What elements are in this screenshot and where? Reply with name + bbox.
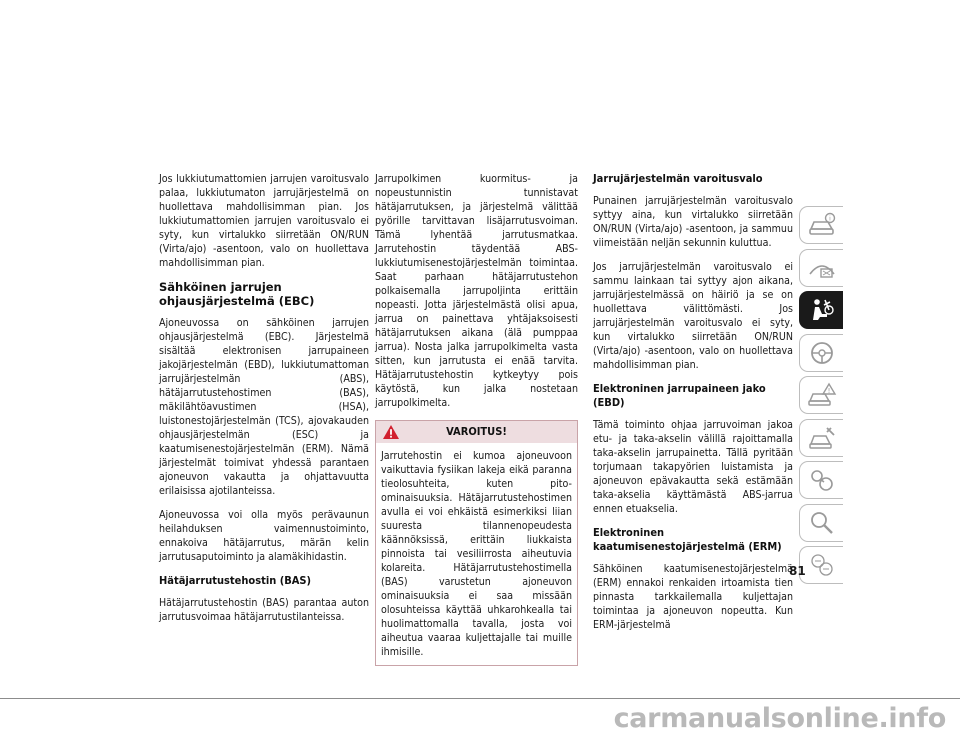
paragraph: Punainen jarrujärjestelmän varoitusvalo syttyy aina, kun virtalukko siirretään ON/RUN (Virta/ajo) -asentoon, ja sammuu viimeistään neljän sekunnin kuluttua. bbox=[593, 195, 793, 249]
search-index-icon bbox=[807, 509, 837, 537]
section-heading-ebc: Sähköinen jarrujen ohjausjärjestelmä (EBC) bbox=[159, 280, 315, 308]
tab-safety[interactable] bbox=[799, 291, 843, 329]
paragraph: Tämä toiminto ohjaa jarruvoiman jakoa etu- ja taka-akselin välillä rajoittamalla taka-akselin jarrupainetta. Tällä pyritään torjumaan takapyörien luistamista ja ajoneuvon epävakautta sekä estämään taka-akselia käyttämästä ABS-jarrua ennen etuakselia. bbox=[593, 419, 793, 515]
page-number: 81 bbox=[789, 564, 806, 578]
chapter-tabs bbox=[799, 206, 843, 589]
section-heading-brake-warning: Jarrujärjestelmän varoitusvalo bbox=[593, 172, 763, 185]
dashboard-key-icon bbox=[807, 254, 837, 282]
text-column-middle bbox=[375, 172, 578, 666]
maintenance-wrench-icon bbox=[807, 466, 837, 494]
footer-divider bbox=[0, 698, 960, 699]
section-heading-erm: Elektroninen kaatumisenestojärjestelmä (ERM) bbox=[593, 526, 782, 553]
section-heading-bas: Hätäjarrutustehostin (BAS) bbox=[159, 574, 312, 587]
text-column-right bbox=[593, 172, 793, 642]
paragraph: Ajoneuvossa on sähköinen jarrujen ohjausjärjestelmä (EBC). Järjestelmä sisältää elektronisen jarrupaineen jakojärjestelmän (EBD), lukkiutumattoman jarrujärjestelmän (ABS), hätäjarrutustehostimen (BAS), mäkilähtöavustimen (HSA), luistonestojärjestelmän (TCS), ajovakauden ohjausjärjestelmän (ESC) ja kaatumisenestojärjestelmän (ERM). Nämä järjestelmät toimivat yhdessä parantaen ajoneuvon vakautta ja ohjattavuutta erilaisissa ajotilanteissa. bbox=[159, 317, 369, 497]
warning-triangle-icon bbox=[382, 424, 400, 440]
tab-index[interactable] bbox=[799, 504, 843, 542]
tab-service[interactable] bbox=[799, 419, 843, 457]
paragraph: Hätäjarrutustehostin (BAS) parantaa auton jarrutusvoimaa hätäjarrutustilanteissa. bbox=[159, 597, 369, 623]
warning-title: VAROITUS! bbox=[446, 425, 507, 438]
car-service-icon bbox=[807, 424, 837, 452]
paragraph: Jos jarrujärjestelmän varoitusvalo ei sammu lainkaan tai syttyy ajon aikana, jarrujärjestelmässä on häiriö ja se on huollettava välittömästi. Jos jarrujärjestelmän varoitusvalo ei syty, kun virtalukko siirretään ON/RUN (Virta/ajo) -asentoon, valo on huollettava mahdollisimman pian. bbox=[593, 261, 793, 371]
warning-header bbox=[376, 421, 577, 443]
car-info-icon bbox=[807, 211, 837, 239]
watermark-logo: carmanualsonline.info bbox=[613, 703, 946, 734]
paragraph: Ajoneuvossa voi olla myös perävaunun heilahduksen vaimennustoiminto, ennakoiva hätäjarrutus, märän kelin jarrutusaputoiminto ja alamäkihidastin. bbox=[159, 509, 369, 563]
svg-text:!: ! bbox=[827, 387, 830, 395]
section-heading-ebd: Elektroninen jarrupaineen jako (EBD) bbox=[593, 382, 766, 409]
tab-emergency[interactable] bbox=[799, 376, 843, 414]
tab-maintenance[interactable] bbox=[799, 461, 843, 499]
warning-text: Jarrutehostin ei kumoa ajoneuvoon vaikuttavia fysiikan lakeja eikä paranna tieolosuhteita, kuten pito-ominaisuuksia. Hätäjarrutustehostimen avulla ei voi ehkäistä esimerkiksi liian suuresta tilannenopeudesta käännöksissä, erittäin liukkaista pinnoista tai vesiliirrosta aiheutuvia kolareita. Hätäjarrutustehostimella (BAS) varustetun ajoneuvon ominaisuuksia ei saa missään olosuhteissa käyttää uhkarohkealla tai huolimattomalla tavalla, josta voi aiheutua vaaraa kuljettajalle tai muille ihmisille. bbox=[381, 450, 572, 658]
airbag-seat-icon bbox=[807, 296, 837, 324]
tab-dashboard-key[interactable] bbox=[799, 249, 843, 287]
text-column-left bbox=[159, 172, 369, 634]
paragraph: Sähköinen kaatumisenestojärjestelmä (ERM) ennakoi renkaiden irtoamista tien pinnasta tarkkailemalla kuljettajan toimintaa ja ajoneuvon nopeutta. Kun ERM-järjestelmä bbox=[593, 563, 793, 631]
svg-text:i: i bbox=[828, 215, 831, 223]
tab-car-info[interactable] bbox=[799, 206, 843, 244]
multilanguage-icon bbox=[807, 551, 837, 579]
tab-driving[interactable] bbox=[799, 334, 843, 372]
paragraph: Jos lukkiutumattomien jarrujen varoitusvalo palaa, lukkiutumaton jarrujärjestelmä on huollettava mahdollisimman pian. Jos lukkiutumattomien jarrujen varoitusvalo ei syty, kun virtalukko siirretään ON/RUN (Virta/ajo) -asentoon, valo on huollettava mahdollisimman pian. bbox=[159, 173, 369, 269]
car-emergency-icon bbox=[807, 381, 837, 409]
paragraph: Jarrupolkimen kuormitus- ja nopeustunnistin tunnistavat hätäjarrutuksen, ja järjestelmä välittää pyörille tarvittavan lisäjarrutusvoiman. Tämä lyhentää jarrutusmatkaa. Jarrutehostin täydentää ABS-lukkiutumisenestojärjestelmän toimintaa. Saat parhaan hätäjarrutustehon polkaisemalla jarrupoljinta erittäin nopeasti. Jotta järjestelmästä olisi apua, jarrua on painettava yhtäjaksoisesti hätäjarrutuksen aikana (älä pumppaa jarrua). Nosta jalka jarrupolkimelta vasta sitten, kun jarrutusta ei enää tarvita. Hätäjarrutustehostin kytkeytyy pois käytöstä, kun jalka nostetaan jarrupolkimelta. bbox=[375, 173, 578, 409]
warning-box bbox=[375, 420, 578, 666]
steering-wheel-icon bbox=[807, 339, 837, 367]
